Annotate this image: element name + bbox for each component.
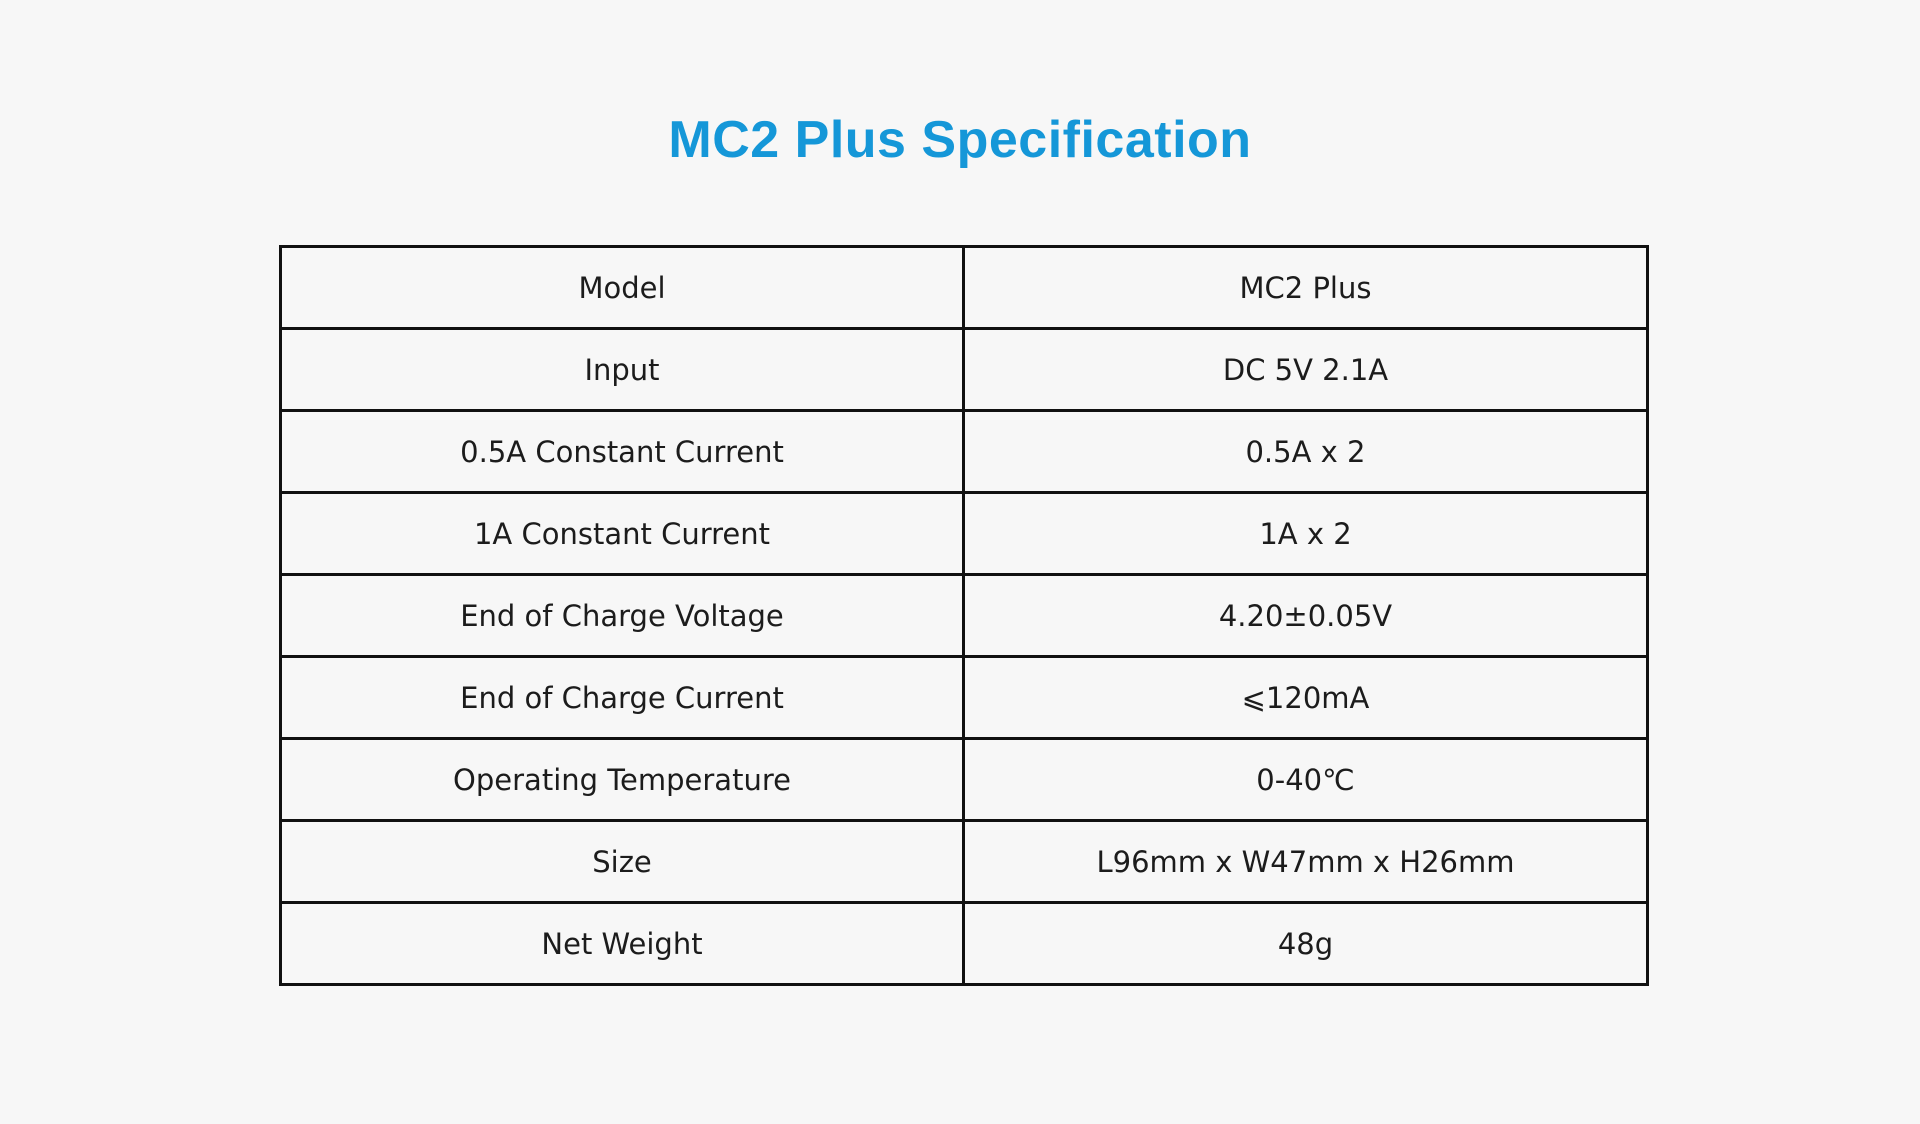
spec-label: Model: [281, 247, 964, 329]
spec-value: 48g: [964, 903, 1648, 985]
spec-label: Size: [281, 821, 964, 903]
spec-label: 1A Constant Current: [281, 493, 964, 575]
spec-label: Net Weight: [281, 903, 964, 985]
spec-value: ⩽120mA: [964, 657, 1648, 739]
spec-value: 0.5A x 2: [964, 411, 1648, 493]
table-row: [281, 411, 1648, 493]
table-row: [281, 575, 1648, 657]
page-title: MC2 Plus Specification: [668, 111, 1252, 169]
spec-label: 0.5A Constant Current: [281, 411, 964, 493]
table-row: [281, 247, 1648, 329]
spec-value: 4.20±0.05V: [964, 575, 1648, 657]
spec-value: 0-40℃: [964, 739, 1648, 821]
spec-label: End of Charge Current: [281, 657, 964, 739]
spec-label: Operating Temperature: [281, 739, 964, 821]
table-row: [281, 493, 1648, 575]
spec-value: DC 5V 2.1A: [964, 329, 1648, 411]
specification-table: [279, 245, 1649, 986]
table-row: [281, 739, 1648, 821]
table-row: [281, 821, 1648, 903]
table-row: [281, 329, 1648, 411]
spec-value: MC2 Plus: [964, 247, 1648, 329]
spec-value: 1A x 2: [964, 493, 1648, 575]
table-row: [281, 657, 1648, 739]
spec-label: Input: [281, 329, 964, 411]
spec-value: L96mm x W47mm x H26mm: [964, 821, 1648, 903]
table-row: [281, 903, 1648, 985]
spec-label: End of Charge Voltage: [281, 575, 964, 657]
